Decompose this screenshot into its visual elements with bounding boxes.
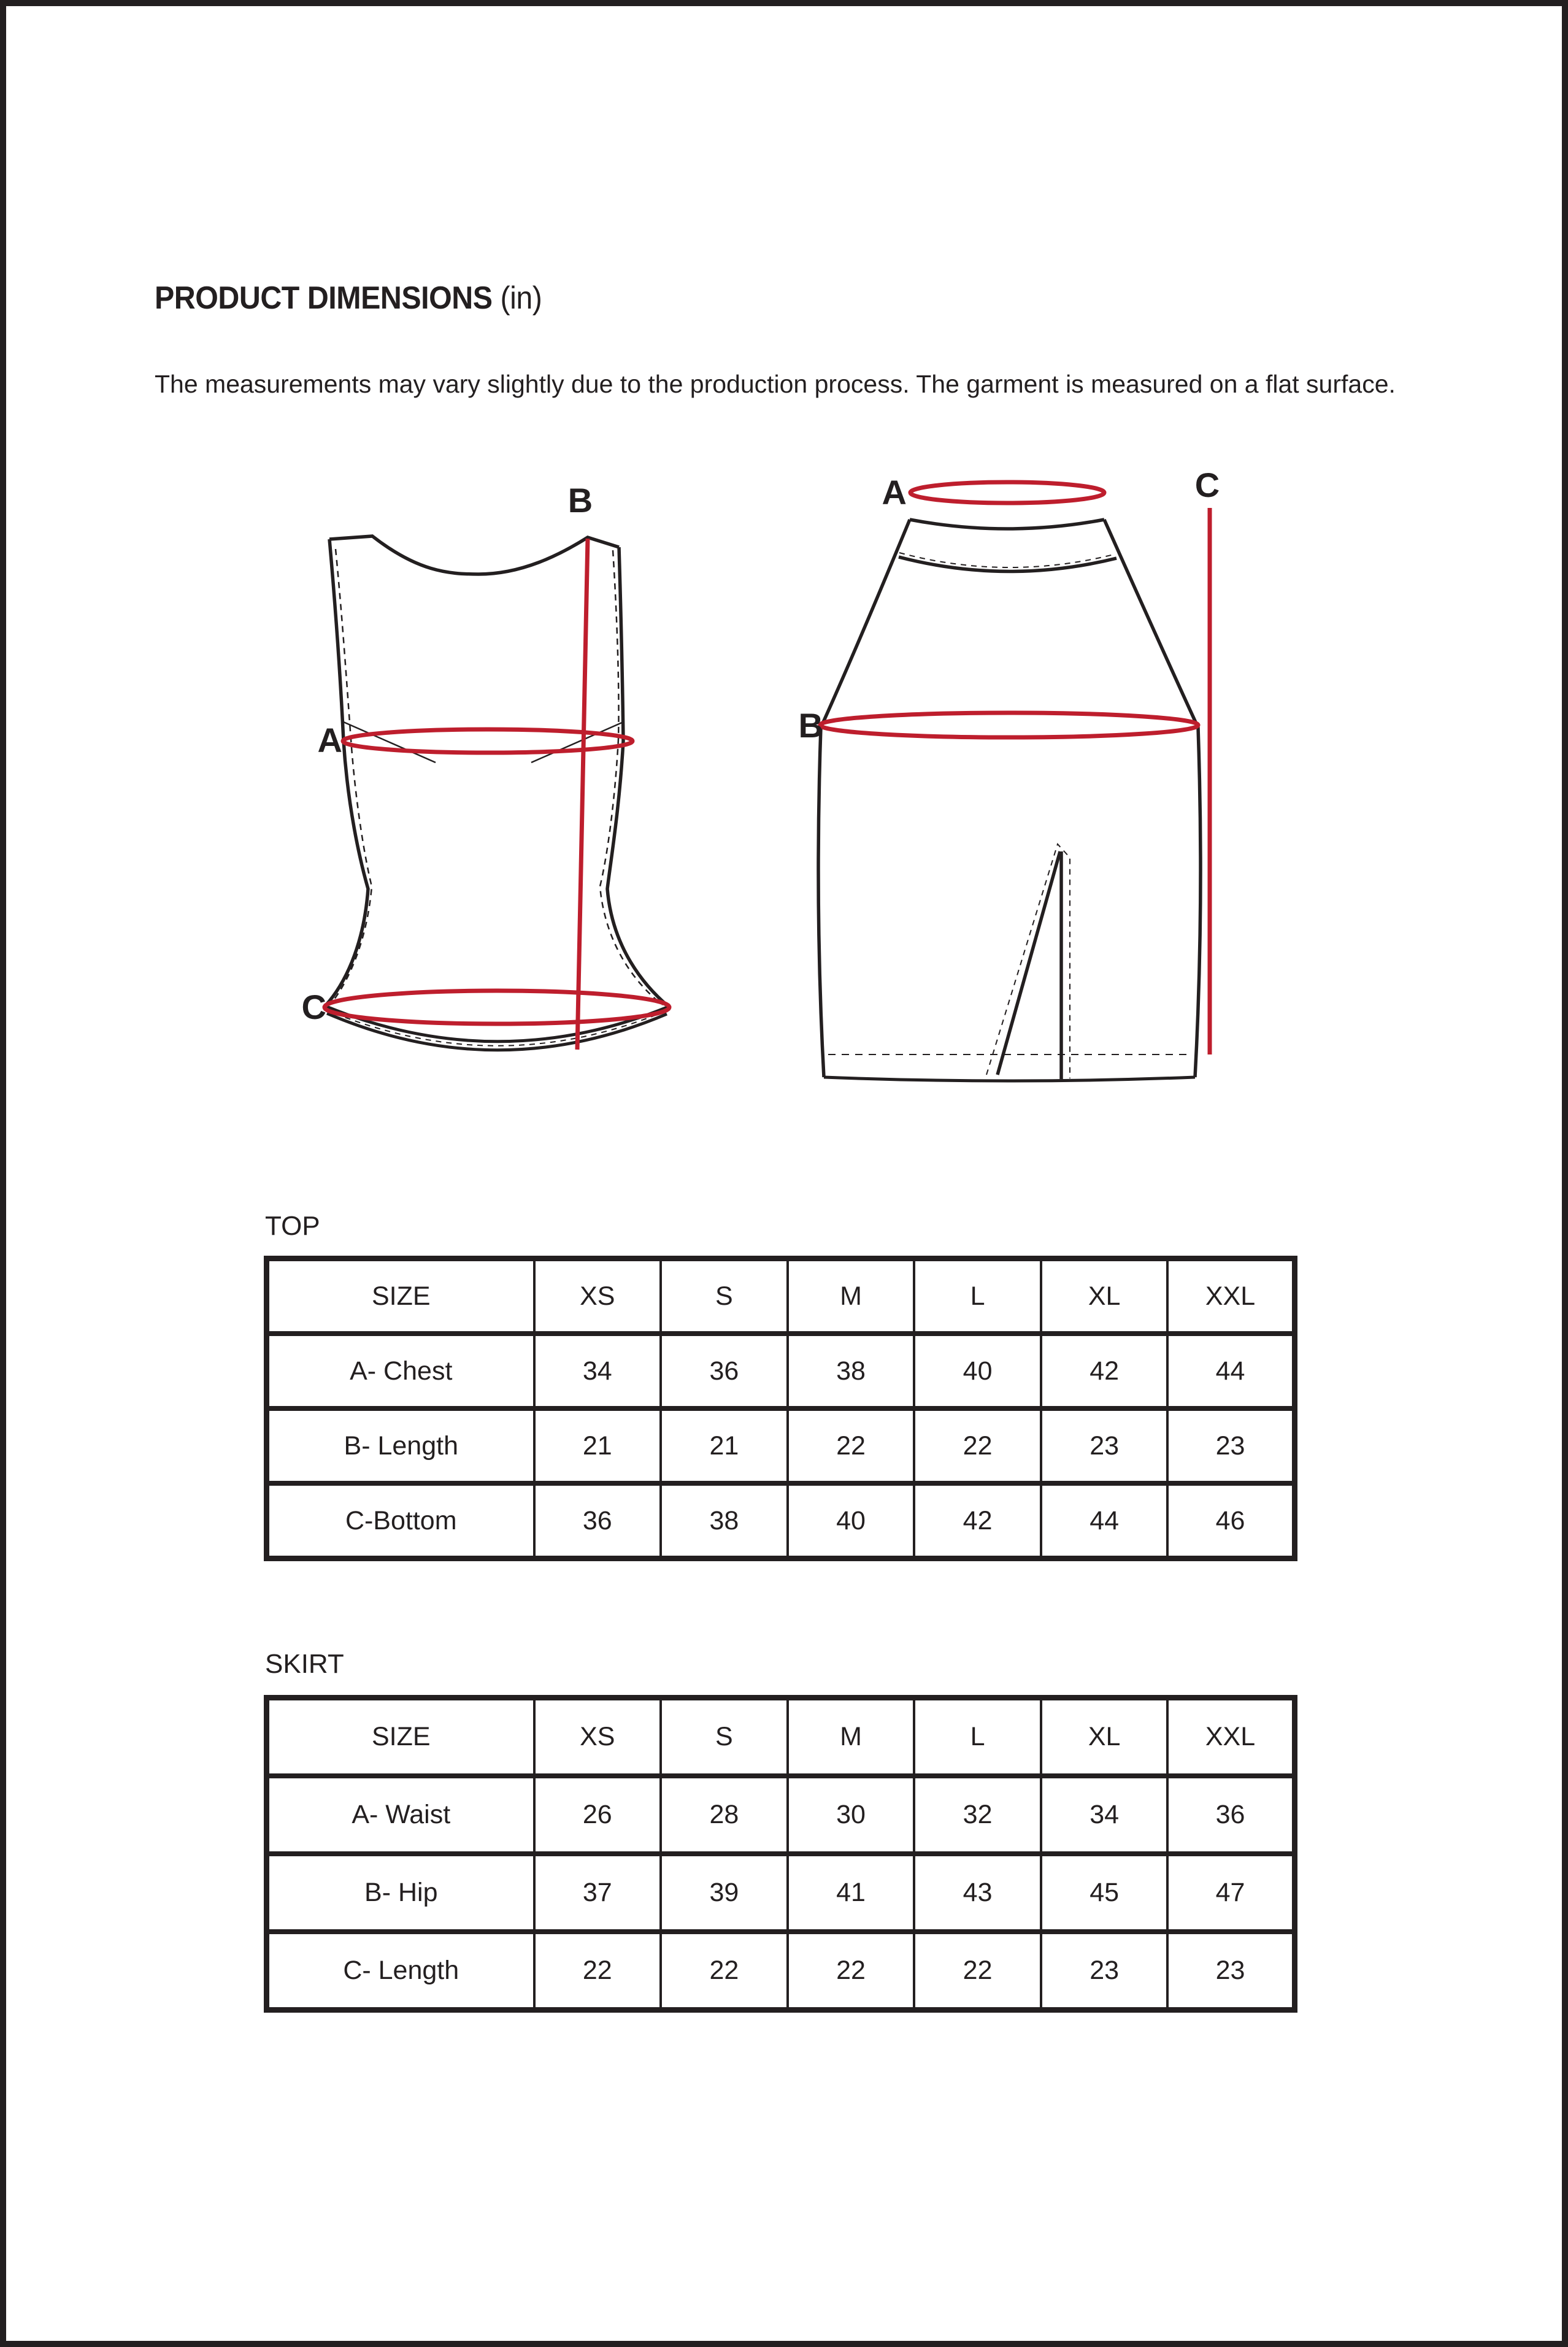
cell-value: 22 [534,1932,661,2010]
cell-value: 38 [661,1483,788,1559]
cell-value: 22 [914,1932,1041,2010]
header-cell-m: M [788,1259,915,1334]
top-label-c: C [301,988,326,1026]
row-label: B- Length [344,1431,458,1461]
top-size-table [264,1256,1297,1561]
header-cell-xs: XS [534,1259,661,1334]
cell-value: 21 [661,1408,788,1483]
skirt-waist-measure-ellipse [910,482,1104,503]
skirt-diagram [797,448,1264,1086]
skirt-label-c: C [1194,466,1220,504]
top-right-seam-dashed [600,550,663,1005]
cell-value: 34 [1041,1776,1168,1854]
cell-value: 22 [914,1408,1041,1483]
cell-value: 36 [534,1483,661,1559]
cell-value: 41 [788,1854,915,1932]
cell-value: 36 [1167,1776,1294,1854]
row-label: A- Waist [352,1800,451,1829]
top-garment-diagram [294,457,687,1070]
header-cell-s: S [661,1259,788,1334]
cell-value: 23 [1167,1932,1294,2010]
header-cell-l: L [914,1259,1041,1334]
header-cell-m: M [788,1698,915,1777]
header-cell-xs: XS [534,1698,661,1777]
header-cell-size: SIZE [371,1281,431,1311]
header-cell-xxl: XXL [1167,1259,1294,1334]
skirt-waistband-bottom-line [899,557,1116,572]
cell-value: 38 [788,1334,915,1408]
table-row-length [267,1932,1295,2010]
skirt-section-label: SKIRT [265,1649,344,1679]
top-neckline-outline [329,536,619,574]
skirt-hip-measure-ellipse [820,713,1198,737]
skirt-right-seam [1104,520,1201,1077]
skirt-label-a: A [882,473,907,512]
cell-value: 47 [1167,1854,1294,1932]
cell-value: 42 [914,1483,1041,1559]
header-cell-xxl: XXL [1167,1698,1294,1777]
cell-value: 46 [1167,1483,1294,1559]
skirt-left-seam [818,520,910,1077]
skirt-label-b: B [798,706,823,745]
cell-value: 21 [534,1408,661,1483]
page-title-unit: (in) [492,280,542,316]
skirt-slit-diagonal-edge [997,851,1060,1075]
cell-value: 45 [1041,1854,1168,1932]
cell-value: 43 [914,1854,1041,1932]
top-right-side-outline [607,547,669,1007]
cell-value: 32 [914,1776,1041,1854]
top-label-b: B [567,481,593,520]
cell-value: 36 [661,1334,788,1408]
row-label: C-Bottom [345,1505,457,1535]
row-label: C- Length [343,1956,459,1985]
row-label: A- Chest [350,1356,453,1386]
cell-value: 44 [1041,1483,1168,1559]
table-header-row [267,1698,1295,1777]
cell-value: 22 [788,1408,915,1483]
table-row-waist [267,1776,1295,1854]
cell-value: 40 [914,1334,1041,1408]
cell-value: 23 [1041,1932,1168,2010]
skirt-hem-line [824,1077,1195,1081]
cell-value: 26 [534,1776,661,1854]
table-row-hip [267,1854,1295,1932]
cell-value: 28 [661,1776,788,1854]
table-header-row [267,1259,1295,1334]
cell-value: 23 [1167,1408,1294,1483]
cell-value: 22 [788,1932,915,2010]
cell-value: 23 [1041,1408,1168,1483]
page-title [155,280,542,317]
header-cell-xl: XL [1041,1698,1168,1777]
table-row-bottom [267,1483,1295,1559]
header-cell-xl: XL [1041,1259,1168,1334]
cell-value: 39 [661,1854,788,1932]
header-cell-l: L [914,1698,1041,1777]
table-row-chest [267,1334,1295,1408]
cell-value: 40 [788,1483,915,1559]
top-length-measure-line [577,539,588,1050]
page-title-text: PRODUCT DIMENSIONS [155,280,493,316]
header-cell-size: SIZE [371,1722,431,1751]
top-left-side-outline [325,539,368,1006]
row-label: B- Hip [364,1878,438,1907]
cell-value: 37 [534,1854,661,1932]
cell-value: 44 [1167,1334,1294,1408]
top-left-dart-line [344,722,436,762]
top-label-a: A [317,721,342,759]
top-section-label: TOP [265,1211,320,1241]
header-cell-s: S [661,1698,788,1777]
table-row-length [267,1408,1295,1483]
measurement-disclaimer: The measurements may vary slightly due to the production process. The garment is measured on a flat surface. [155,370,1396,398]
cell-value: 30 [788,1776,915,1854]
skirt-waist-top-line [910,520,1104,529]
skirt-size-table [264,1695,1297,2013]
top-right-dart-line [531,722,623,762]
cell-value: 34 [534,1334,661,1408]
top-bottom-measure-ellipse [325,991,669,1024]
cell-value: 22 [661,1932,788,2010]
cell-value: 42 [1041,1334,1168,1408]
